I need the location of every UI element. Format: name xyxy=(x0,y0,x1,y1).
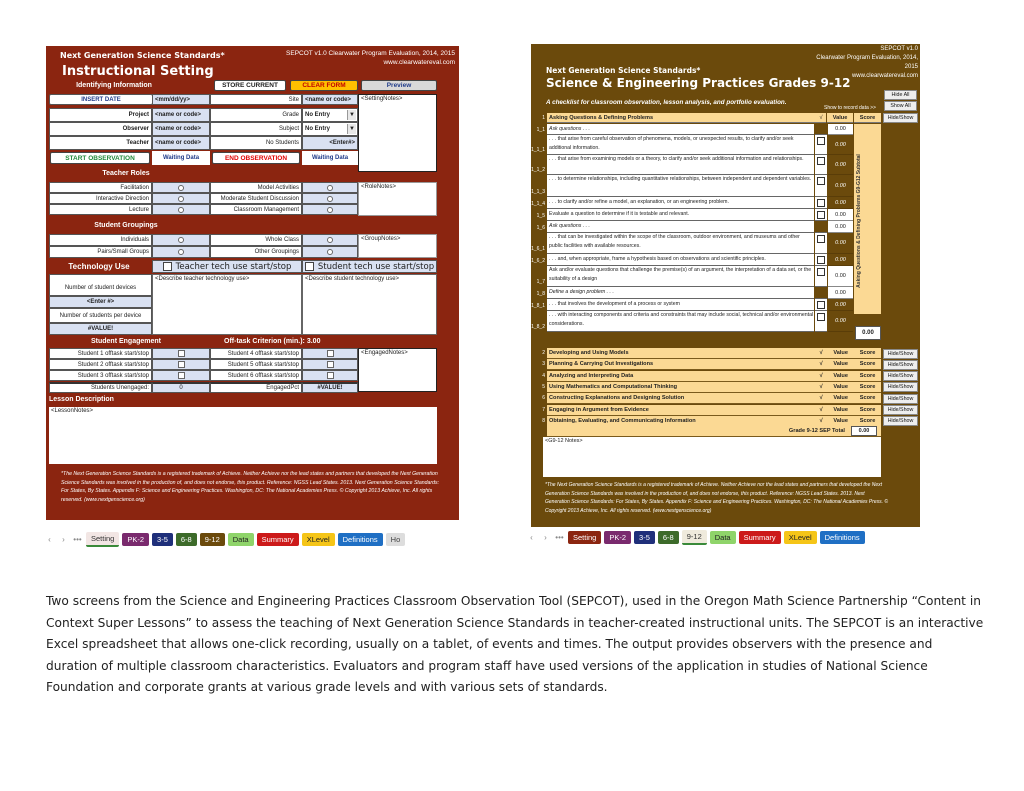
sep-total-label: Grade 9-12 SEP Total xyxy=(788,428,845,434)
grade-label: Grade xyxy=(210,108,302,122)
sheet-tab-xlevel[interactable]: XLevel xyxy=(784,531,817,544)
ngss-header: Next Generation Science Standards* xyxy=(546,66,701,75)
row-number: 3 xyxy=(542,361,545,368)
practice-item: . . . and, when appropriate, frame a hypothesis based on observations and scientific principles. xyxy=(547,254,814,266)
section-title: Constructing Explanations and Designing Solution xyxy=(549,395,685,402)
sheet-tab-9-12[interactable]: 9-12 xyxy=(682,530,707,545)
value-column-label: Value xyxy=(833,372,848,379)
hide-show-button[interactable]: Hide/Show xyxy=(883,405,918,415)
radio-button[interactable] xyxy=(178,207,184,213)
section-title: Engaging in Argument from Evidence xyxy=(549,406,649,413)
date-field[interactable]: <mm/dd/yy> xyxy=(152,94,210,105)
checkbox[interactable] xyxy=(327,372,334,379)
option-control[interactable] xyxy=(302,359,358,370)
check-column-label: √ xyxy=(819,406,823,413)
row-number: 1_6_2 xyxy=(531,258,545,264)
subtotal-label: Asking Questions & Defining Problems G9-G12 Subtotal xyxy=(856,154,862,288)
section-title: Asking Questions & Defining Problems xyxy=(547,113,816,123)
option-label: Student 1 offtask start/stop xyxy=(49,348,152,359)
student-tech-label: Student tech use start/stop xyxy=(317,261,435,272)
sheet-tab-6-8[interactable]: 6-8 xyxy=(176,533,197,546)
option-label: Student 3 offtask start/stop xyxy=(49,370,152,381)
teacher-field[interactable]: <name or code> xyxy=(152,136,210,150)
option-label: Individuals xyxy=(49,234,152,246)
footnote: *The Next Generation Science Standards is a registered trademark of Achieve. Neither Achieve nor the lead states and partners that developed the Next Generation Science Standards was involved in the production of, and does not endorse, this product. Reference: NGSS Lead States. 2013. Next Generation Science Standards: For States, By States. Appendix F: Science and Engineering Practices. Washington, DC: The National Academies Press. © Copyright 2013 Achieve, Inc. All rights reserved. (www.nextgenscience.org) xyxy=(545,482,889,514)
option-control[interactable] xyxy=(152,348,210,359)
value-column-label: Value xyxy=(833,383,848,390)
checkbox[interactable] xyxy=(817,137,825,145)
value-column-label: Value xyxy=(833,350,848,356)
option-control[interactable] xyxy=(152,193,210,204)
row-number: 1_6_1 xyxy=(531,246,545,252)
row-number: 1_1_2 xyxy=(531,167,545,173)
show-all-button[interactable]: Show All xyxy=(884,101,917,111)
check-cell xyxy=(815,287,827,299)
student-engagement-heading: Student Engagement xyxy=(90,338,161,345)
ngss-header: Next Generation Science Standards* xyxy=(60,51,225,60)
check-column-label: √ xyxy=(819,361,823,368)
value-cell: 0.00 xyxy=(828,221,853,233)
row-number: 1_1_1 xyxy=(531,147,545,153)
score-column-label: Score xyxy=(859,417,876,424)
sheet-tab-pk-2[interactable]: PK-2 xyxy=(604,531,631,544)
checkbox[interactable] xyxy=(817,268,825,276)
prev-sheet-icon[interactable]: ‹ xyxy=(530,532,533,542)
practice-item: . . . to determine relationships, including quantitative relationships, between independent and dependent variables. xyxy=(547,175,814,197)
row-number: 6 xyxy=(542,395,545,402)
teacher-roles-heading: Teacher Roles xyxy=(102,170,150,177)
check-column-label: √ xyxy=(819,383,823,390)
role-notes-field[interactable]: <RoleNotes> xyxy=(358,182,437,216)
instructional-setting-sheet xyxy=(46,46,459,520)
hide-all-button[interactable]: Hide All xyxy=(884,90,917,100)
practice-item: Evaluate a question to determine if it is testable and relevant. xyxy=(547,209,814,221)
section-title: Using Mathematics and Computational Thinking xyxy=(549,383,678,390)
row-number: 1_5 xyxy=(536,213,545,219)
teacher-tech-toggle[interactable] xyxy=(152,260,302,273)
grade-notes-field[interactable]: <G9-12 Notes> xyxy=(543,437,881,477)
teacher-tech-label: Teacher tech use start/stop xyxy=(175,261,292,272)
radio-button[interactable] xyxy=(327,207,333,213)
practice-item: . . . that arise from careful observation of phenomena, models, or unexpected results, to clarify and/or seek additional information. xyxy=(547,135,814,155)
check-column-label: √ xyxy=(819,395,823,402)
sheet-tab-summary[interactable]: Summary xyxy=(257,533,299,546)
hide-show-button[interactable]: Hide/Show xyxy=(883,349,918,359)
option-control[interactable] xyxy=(302,182,358,193)
value-column-header: Value xyxy=(827,113,853,123)
practice-item: . . . that arise from examining models or a theory, to clarify and/or seek additional information and relationships. xyxy=(547,155,814,175)
practice-item: . . . that involves the development of a process or system xyxy=(547,299,814,311)
subject-label: Subject xyxy=(210,122,302,136)
unengaged-label: Students Unengaged: xyxy=(49,382,152,393)
version-line: SEPCOT v1.0 xyxy=(880,46,918,52)
row-number: 1_8_1 xyxy=(531,303,545,309)
row-number: 5 xyxy=(542,383,545,390)
check-cell xyxy=(815,221,827,233)
row-number: 8 xyxy=(542,417,545,424)
teacher-label: Teacher xyxy=(49,136,152,150)
lesson-description-heading: Lesson Description xyxy=(49,396,114,403)
option-control[interactable] xyxy=(152,204,210,215)
observer-field[interactable]: <name or code> xyxy=(152,122,210,136)
practice-section-row xyxy=(547,371,881,382)
check-column-label: √ xyxy=(819,417,823,424)
sheet-tab-data[interactable]: Data xyxy=(710,531,736,544)
practice-item: . . . with interacting components and criteria and constraints that may include social, technical and/or environmental considerations. xyxy=(547,311,814,332)
next-sheet-icon[interactable]: › xyxy=(544,532,547,542)
sheet-tab-data[interactable]: Data xyxy=(228,533,254,546)
option-label: Student 4 offtask start/stop xyxy=(210,348,302,359)
radio-button[interactable] xyxy=(178,237,184,243)
identifying-info-heading: Identifying Information xyxy=(76,82,152,89)
site-field[interactable]: <name or code> xyxy=(302,94,358,105)
num-devices-field[interactable]: <Enter #> xyxy=(49,296,152,308)
checkbox[interactable] xyxy=(178,361,185,368)
practice-section-row xyxy=(547,382,881,393)
checkbox[interactable] xyxy=(817,301,825,309)
value-cell: 0.00 xyxy=(828,175,853,197)
chevron-down-icon[interactable]: ▼ xyxy=(347,110,356,120)
section-title: Planning & Carrying Out Investigations xyxy=(549,361,654,368)
more-sheets-icon[interactable]: ••• xyxy=(555,532,564,542)
lesson-notes-field[interactable]: <LessonNotes> xyxy=(49,407,437,464)
row-number: 1_1_3 xyxy=(531,189,545,195)
option-label: Moderate Student Discussion xyxy=(210,193,302,204)
score-column-header: Score xyxy=(854,113,881,123)
checkbox[interactable] xyxy=(817,199,825,207)
row-number: 1_8_2 xyxy=(531,324,545,330)
org-line: Clearwater Program Evaluation, 2014, xyxy=(816,55,918,61)
sheet-tab-bar xyxy=(526,529,865,545)
hide-show-button[interactable]: Hide/Show xyxy=(883,394,918,404)
value-cell: 0.00 xyxy=(828,311,853,332)
no-students-label: No Students xyxy=(210,136,302,150)
checkbox[interactable] xyxy=(178,372,185,379)
sheet-tab-3-5[interactable]: 3-5 xyxy=(634,531,655,544)
practice-section-row xyxy=(547,393,881,404)
sheet-tab-9-12[interactable]: 9-12 xyxy=(200,533,225,546)
score-column-label: Score xyxy=(859,383,876,390)
start-observation-button[interactable]: START OBSERVATION xyxy=(50,152,150,164)
checkbox[interactable] xyxy=(327,350,334,357)
radio-button[interactable] xyxy=(178,249,184,255)
num-devices-label: Number of student devices xyxy=(49,274,152,296)
setting-notes-field[interactable]: <SettingNotes> xyxy=(358,94,437,172)
option-control[interactable] xyxy=(302,204,358,215)
practice-item: Ask and/or evaluate questions that challenge the premise(s) of an argument, the interpretation of a data set, or the suitability of a design xyxy=(547,266,814,287)
score-column-label: Score xyxy=(859,395,876,402)
value-cell: 0.00 xyxy=(828,209,853,221)
sheet-tab-ho[interactable]: Ho xyxy=(386,533,406,546)
value-cell: 0.00 xyxy=(828,254,853,266)
value-column-label: Value xyxy=(833,406,848,413)
end-observation-button[interactable]: END OBSERVATION xyxy=(212,152,300,164)
sheet-tab-3-5[interactable]: 3-5 xyxy=(152,533,173,546)
practice-item: . . . to clarify and/or refine a model, an explanation, or an engineering problem. xyxy=(547,197,814,209)
radio-button[interactable] xyxy=(178,185,184,191)
checkbox[interactable] xyxy=(817,157,825,165)
option-label: Model Activities xyxy=(210,182,302,193)
unengaged-value: 0 xyxy=(152,382,210,393)
option-label: Other Groupings xyxy=(210,246,302,258)
score-column-label: Score xyxy=(859,350,876,356)
option-label: Pairs/Small Groups xyxy=(49,246,152,258)
check-column-label: √ xyxy=(819,350,823,356)
check-column-header: √ xyxy=(816,113,826,123)
option-label: Facilitation xyxy=(49,182,152,193)
sheet-subtitle: A checklist for classroom observation, lesson analysis, and portfolio evaluation. xyxy=(546,99,787,106)
hide-show-button[interactable]: Hide/Show xyxy=(883,382,918,392)
row-number: 1_1_4 xyxy=(531,201,545,207)
student-groupings-heading: Student Groupings xyxy=(94,222,158,229)
section-title: Obtaining, Evaluating, and Communicating Information xyxy=(549,417,696,424)
value-column-label: Value xyxy=(833,361,848,368)
value-cell: 0.00 xyxy=(828,135,853,155)
option-control[interactable] xyxy=(302,246,358,258)
version-line: SEPCOT v1.0 Clearwater Program Evaluation, 2014, 2015 xyxy=(286,50,455,57)
per-device-value: #VALUE! xyxy=(49,323,152,335)
value-cell: 0.00 xyxy=(828,287,853,299)
student-tech-toggle[interactable] xyxy=(302,260,437,273)
row-number: 1_8 xyxy=(536,291,545,297)
practice-section-row xyxy=(547,405,881,416)
hide-show-button[interactable]: Hide/Show xyxy=(883,360,918,370)
radio-button[interactable] xyxy=(327,196,333,202)
prev-sheet-icon[interactable]: ‹ xyxy=(48,534,51,544)
option-label: Interactive Direction xyxy=(49,193,152,204)
checkbox[interactable] xyxy=(817,256,825,264)
check-cell xyxy=(815,124,827,135)
website-line: www.clearwatereval.com xyxy=(851,73,918,79)
sheet-title: Science & Engineering Practices Grades 9-12 xyxy=(546,76,851,90)
option-control[interactable] xyxy=(152,370,210,381)
option-control[interactable] xyxy=(302,370,358,381)
project-label: Project xyxy=(49,108,152,122)
hide-show-button[interactable]: Hide/Show xyxy=(883,416,918,426)
site-label: Site xyxy=(210,94,302,105)
preview-button[interactable]: Preview xyxy=(361,80,437,91)
subtotal-column xyxy=(854,124,881,314)
row-number: 7 xyxy=(542,406,545,413)
offtask-criterion xyxy=(224,338,320,345)
checkbox[interactable] xyxy=(163,262,172,271)
criterion-label: Off-task Criterion (min.): xyxy=(224,338,305,345)
radio-button[interactable] xyxy=(178,196,184,202)
subject-value: No Entry xyxy=(305,126,331,132)
teacher-tech-description[interactable]: <Describe teacher technology use> xyxy=(152,274,302,335)
value-cell: 0.00 xyxy=(828,155,853,175)
no-students-field[interactable]: <Enter#> xyxy=(302,136,358,150)
observer-label: Observer xyxy=(49,122,152,136)
checkbox[interactable] xyxy=(817,235,825,243)
subtotal-value: 0.00 xyxy=(855,326,881,340)
option-label: Whole Class xyxy=(210,234,302,246)
group-notes-field[interactable]: <GroupNotes> xyxy=(358,234,437,258)
subject-select[interactable] xyxy=(302,122,358,136)
option-label: Student 6 offtask start/stop xyxy=(210,370,302,381)
sheet-tab-setting[interactable]: Setting xyxy=(86,532,119,547)
sep-total-row xyxy=(547,426,881,437)
footnote: *The Next Generation Science Standards is a registered trademark of Achieve. Neither Achieve nor the lead states and partners that developed the Next Generation Science Standards was involved in the production of, and does not endorse, this product. Reference: NGSS Lead States. 2013. Next Generation Science Standards: For States, By States. Appendix F: Science and Engineering Practices. Washington, DC: The National Academies Press. © Copyright 2013 Achieve, Inc. All rights reserved. (www.nextgenscience.org) xyxy=(61,471,440,503)
row-number: 1 xyxy=(542,115,545,121)
value-cell: 0.00 xyxy=(828,124,853,135)
score-column-label: Score xyxy=(859,406,876,413)
sheet-tab-pk-2[interactable]: PK-2 xyxy=(122,533,149,546)
hide-show-button[interactable]: Hide/Show xyxy=(883,113,918,123)
practice-item: Ask questions . . . xyxy=(547,124,814,135)
store-current-button[interactable]: STORE CURRENT xyxy=(214,80,286,91)
option-label: Student 2 offtask start/stop xyxy=(49,359,152,370)
option-control[interactable] xyxy=(152,246,210,258)
check-column-label: √ xyxy=(819,372,823,379)
sheet-tab-summary[interactable]: Summary xyxy=(739,531,781,544)
engaged-pct-value: #VALUE! xyxy=(302,382,358,393)
option-control[interactable] xyxy=(152,359,210,370)
version-info xyxy=(286,49,455,67)
checkbox[interactable] xyxy=(817,313,825,321)
engaged-pct-label: EngagedPct xyxy=(210,382,302,393)
option-control[interactable] xyxy=(302,348,358,359)
row-number: 1_7 xyxy=(536,279,545,285)
insert-date-button[interactable]: INSERT DATE xyxy=(49,94,153,105)
year-line: 2015 xyxy=(904,64,918,70)
sheet-tab-setting[interactable]: Setting xyxy=(568,531,601,544)
project-field[interactable]: <name or code> xyxy=(152,108,210,122)
checkbox[interactable] xyxy=(305,262,314,271)
figure-caption: Two screens from the Science and Engineering Practices Classroom Observation Tool (SEPCOT), used in the Oregon Math Science Partnership “Content in Context Super Lessons” to assess the teaching of Next Generation Science Standards in teacher-created instructional units. The SEPCOT is an interactive Excel spreadsheet that allows one-click recording, usually on a tablet, of events and times. The output provides observers with the presence and duration of multiple classroom characteristics. Evaluators and program staff have used versions of the application in studies of National Science Foundation and corporate grants at various grade levels and with various sets of standards. xyxy=(46,594,984,695)
option-control[interactable] xyxy=(302,234,358,246)
score-column-label: Score xyxy=(859,361,876,368)
option-control[interactable] xyxy=(152,182,210,193)
sheet-tab-bar xyxy=(44,531,405,547)
sep-grades-9-12-sheet xyxy=(531,44,920,527)
sheet-tab-6-8[interactable]: 6-8 xyxy=(658,531,679,544)
value-cell: 0.00 xyxy=(828,266,853,287)
value-cell: 0.00 xyxy=(828,197,853,209)
per-device-label: Number of students per device xyxy=(49,308,152,323)
show-to-record-hint: Show to record data >> xyxy=(824,105,876,111)
checkbox[interactable] xyxy=(327,361,334,368)
option-label: Student 5 offtask start/stop xyxy=(210,359,302,370)
option-label: Lecture xyxy=(49,204,152,215)
sheet-tab-definitions[interactable]: Definitions xyxy=(338,533,383,546)
end-status: Waiting Data xyxy=(302,151,358,165)
engaged-notes-field[interactable]: <EngagedNotes> xyxy=(358,348,437,392)
practice-item: Ask questions . . . xyxy=(547,221,814,233)
technology-use-heading: Technology Use xyxy=(68,262,130,271)
row-number: 4 xyxy=(542,372,545,379)
radio-button[interactable] xyxy=(327,249,333,255)
practice-item: Define a design problem . . . xyxy=(547,287,814,299)
student-tech-description[interactable]: <Describe student technology use> xyxy=(302,274,437,335)
option-control[interactable] xyxy=(302,193,358,204)
row-number: 2 xyxy=(542,350,545,356)
hide-show-button[interactable]: Hide/Show xyxy=(883,371,918,381)
value-cell: 0.00 xyxy=(828,233,853,254)
checkbox[interactable] xyxy=(817,211,825,219)
website-line: www.clearwatereval.com xyxy=(383,59,455,66)
sheet-tab-definitions[interactable]: Definitions xyxy=(820,531,865,544)
sheet-title: Instructional Setting xyxy=(62,64,214,79)
sheet-tab-xlevel[interactable]: XLevel xyxy=(302,533,335,546)
start-status: Waiting Data xyxy=(152,151,210,165)
value-cell: 0.00 xyxy=(828,299,853,311)
value-column-label: Value xyxy=(833,417,848,424)
clear-form-button[interactable]: CLEAR FORM xyxy=(290,80,358,91)
grade-select[interactable] xyxy=(302,108,358,122)
option-control[interactable] xyxy=(152,234,210,246)
score-column-label: Score xyxy=(859,372,876,379)
radio-button[interactable] xyxy=(327,237,333,243)
checkbox[interactable] xyxy=(817,177,825,185)
value-column-label: Value xyxy=(833,395,848,402)
option-label: Classroom Management xyxy=(210,204,302,215)
chevron-down-icon[interactable]: ▼ xyxy=(347,124,356,134)
section-title: Developing and Using Models xyxy=(549,350,629,356)
radio-button[interactable] xyxy=(327,185,333,191)
more-sheets-icon[interactable]: ••• xyxy=(73,534,82,544)
grade-value: No Entry xyxy=(305,112,331,118)
section-title: Analyzing and Interpreting Data xyxy=(549,372,634,379)
practice-section-row xyxy=(547,348,881,359)
row-number: 1_1 xyxy=(536,127,545,133)
criterion-value: 3.00 xyxy=(306,338,321,345)
sep-total-value: 0.00 xyxy=(851,426,877,436)
practice-item: . . . that can be investigated within the scope of the classroom, outdoor environment, and museums and other public facilities with available resources. xyxy=(547,233,814,254)
row-number: 1_6 xyxy=(536,225,545,231)
checkbox[interactable] xyxy=(178,350,185,357)
next-sheet-icon[interactable]: › xyxy=(62,534,65,544)
practice-section-row xyxy=(547,359,881,370)
